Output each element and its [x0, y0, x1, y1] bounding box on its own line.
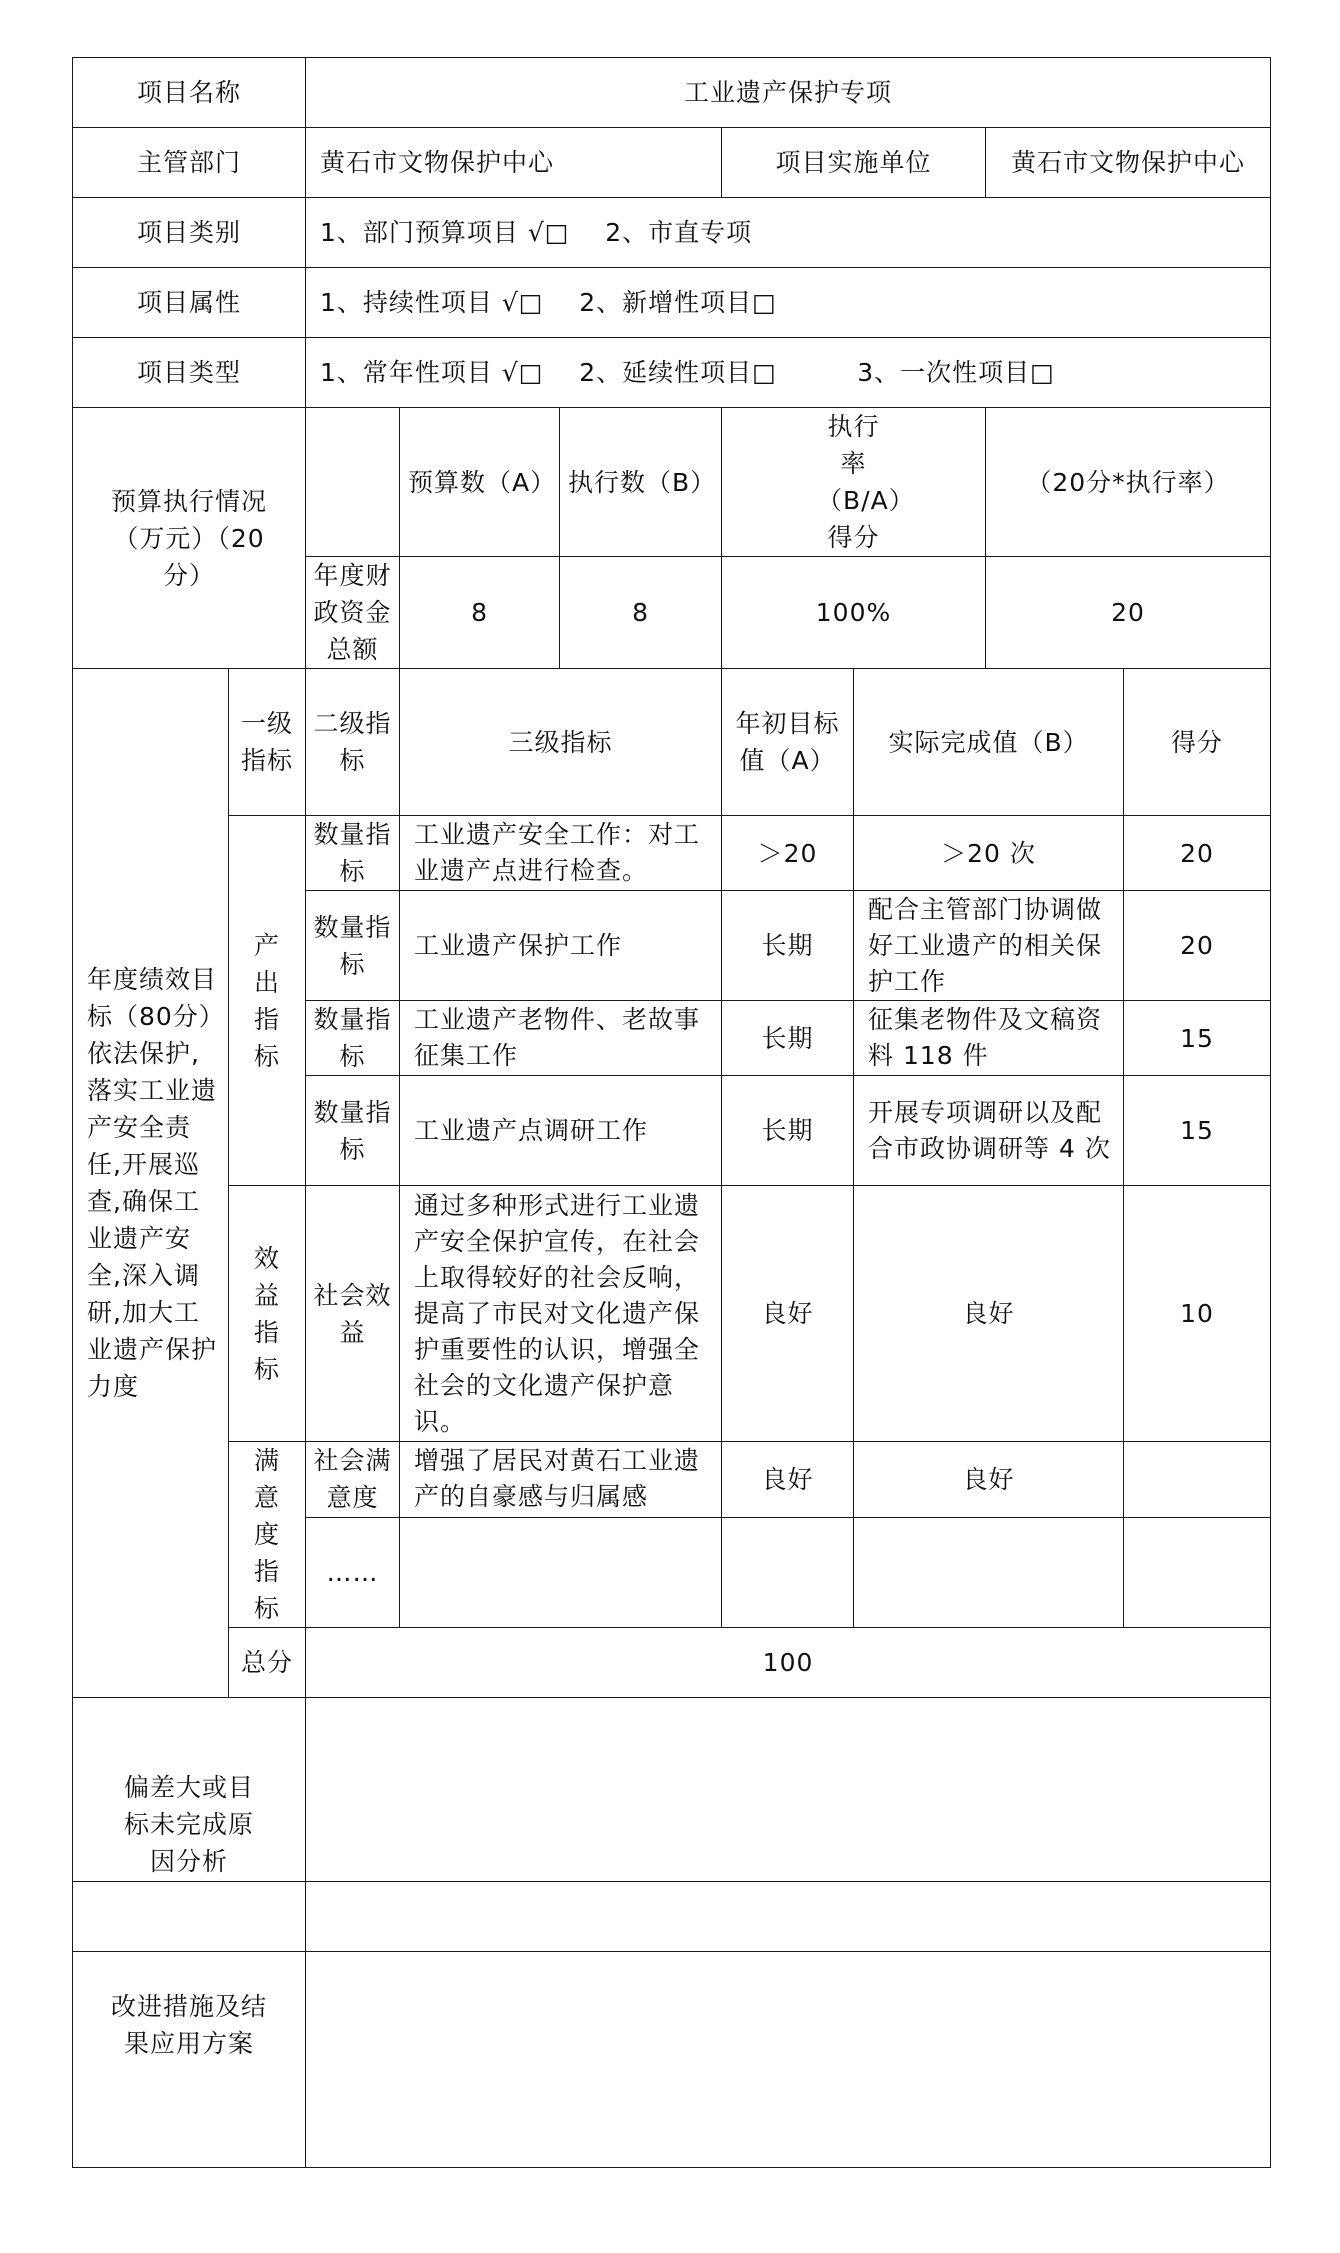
level3-cell: [400, 1517, 722, 1627]
actual-cell: 配合主管部门协调做好工业遗产的相关保护工作: [854, 891, 1124, 1001]
total-label: 总分: [229, 1628, 306, 1698]
score-cell: [1124, 1442, 1271, 1518]
level1-header: 一级指标: [229, 669, 306, 816]
target-cell: [722, 1517, 854, 1627]
improvement-row: [73, 1882, 1271, 2168]
budget-header-score: （20分*执行率）: [986, 408, 1271, 557]
score-cell: 15: [1124, 1001, 1271, 1076]
improvement-label: 改进措施及结果应用方案: [73, 1882, 306, 2168]
actual-cell: ＞20 次: [854, 816, 1124, 891]
project-category-row: [73, 198, 1271, 268]
improvement-value: [306, 1882, 1271, 2168]
target-cell: 良好: [722, 1442, 854, 1518]
level2-cell: 数量指标: [306, 891, 400, 1001]
level3-cell: 工业遗产保护工作: [400, 891, 722, 1001]
level2-cell: 数量指标: [306, 1076, 400, 1186]
benefit-indicator-label: 效益指标: [229, 1186, 306, 1442]
satisfaction-indicator-label: 满意度指标: [229, 1442, 306, 1628]
budget-corner-cell: [306, 408, 400, 557]
actual-cell: [854, 1517, 1124, 1627]
level3-header: 三级指标: [400, 669, 722, 816]
target-cell: 长期: [722, 891, 854, 1001]
total-row: [73, 1628, 1271, 1698]
budget-row-label: 年度财政资金总额: [306, 557, 400, 669]
project-type-label: 项目类型: [73, 338, 306, 408]
table-row: [73, 1186, 1271, 1442]
budget-header-row: [73, 408, 1271, 557]
rate-value: 100%: [722, 557, 986, 669]
level2-cell: 社会效益: [306, 1186, 400, 1442]
budget-label: 预算执行情况（万元）（20分）: [73, 408, 306, 669]
score-cell: 10: [1124, 1186, 1271, 1442]
level2-cell: 数量指标: [306, 1001, 400, 1076]
implementing-unit-label: 项目实施单位: [722, 128, 986, 198]
deviation-label: 偏差大或目标未完成原因分析: [73, 1698, 306, 1952]
budget-header-budget: 预算数（A）: [400, 408, 560, 557]
budget-score-value: 20: [986, 557, 1271, 669]
project-name-value: 工业遗产保护专项: [306, 58, 1271, 128]
budget-header-executed: 执行数（B）: [560, 408, 722, 557]
actual-cell: 征集老物件及文稿资料 118 件: [854, 1001, 1124, 1076]
level2-cell: ……: [306, 1517, 400, 1627]
target-header: 年初目标值（A）: [722, 669, 854, 816]
level3-cell: 工业遗产安全工作：对工业遗产点进行检查。: [400, 816, 722, 891]
project-attribute-value: 1、持续性项目 √□ 2、新增性项目□: [306, 268, 1271, 338]
table-row: [73, 1442, 1271, 1518]
level2-cell: 社会满意度: [306, 1442, 400, 1518]
target-cell: 长期: [722, 1001, 854, 1076]
project-attribute-row: [73, 268, 1271, 338]
score-cell: 20: [1124, 816, 1271, 891]
project-attribute-label: 项目属性: [73, 268, 306, 338]
level3-cell: 工业遗产老物件、老故事征集工作: [400, 1001, 722, 1076]
project-category-value: 1、部门预算项目 √□ 2、市直专项: [306, 198, 1271, 268]
performance-evaluation-table: [72, 57, 1271, 1952]
project-category-label: 项目类别: [73, 198, 306, 268]
budget-value: 8: [400, 557, 560, 669]
target-cell: 良好: [722, 1186, 854, 1442]
level3-cell: 工业遗产点调研工作: [400, 1076, 722, 1186]
improvement-table: [72, 1881, 1271, 2168]
score-header: 得分: [1124, 669, 1271, 816]
score-cell: 20: [1124, 891, 1271, 1001]
department-value: 黄石市文物保护中心: [306, 128, 722, 198]
actual-header: 实际完成值（B）: [854, 669, 1124, 816]
total-value: 100: [306, 1628, 1271, 1698]
department-label: 主管部门: [73, 128, 306, 198]
actual-cell: 开展专项调研以及配合市政协调研等 4 次: [854, 1076, 1124, 1186]
level2-cell: 数量指标: [306, 816, 400, 891]
project-name-row: [73, 58, 1271, 128]
table-row: [73, 816, 1271, 891]
performance-goal-label: 年度绩效目标（80分）依法保护,落实工业遗产安全责任,开展巡查,确保工业遗产安全,深入调研,加大工业遗产保护力度: [73, 669, 229, 1698]
score-cell: 15: [1124, 1076, 1271, 1186]
department-row: [73, 128, 1271, 198]
implementing-unit-value: 黄石市文物保护中心: [986, 128, 1271, 198]
level3-cell: 增强了居民对黄石工业遗产的自豪感与归属感: [400, 1442, 722, 1518]
output-indicator-label: 产出指标: [229, 816, 306, 1186]
target-cell: ＞20: [722, 816, 854, 891]
level3-cell: 通过多种形式进行工业遗产安全保护宣传，在社会上取得较好的社会反响，提高了市民对文化遗产保护重要性的认识，增强全社会的文化遗产保护意识。: [400, 1186, 722, 1442]
actual-cell: 良好: [854, 1186, 1124, 1442]
project-type-value: 1、常年性项目 √□ 2、延续性项目□ 3、一次性项目□: [306, 338, 1271, 408]
score-cell: [1124, 1517, 1271, 1627]
project-type-row: [73, 338, 1271, 408]
executed-value: 8: [560, 557, 722, 669]
performance-header-row: [73, 669, 1271, 816]
level2-header: 二级指标: [306, 669, 400, 816]
target-cell: 长期: [722, 1076, 854, 1186]
actual-cell: 良好: [854, 1442, 1124, 1518]
budget-header-rate: 执行率（B/A）得分: [722, 408, 986, 557]
project-name-label: 项目名称: [73, 58, 306, 128]
